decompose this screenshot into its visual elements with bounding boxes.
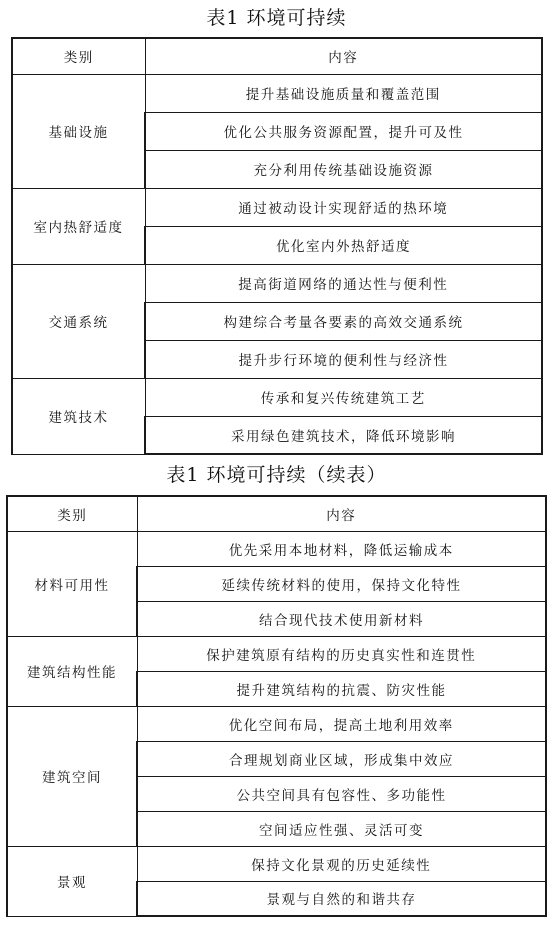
- table-2-caption: 表1 环境可持续（续表）: [166, 464, 387, 486]
- content-cell: 充分利用传统基础设施资源: [145, 150, 542, 188]
- category-cell: 建筑技术: [12, 378, 145, 454]
- table-row: [7, 636, 546, 671]
- content-cell: 优化室内外热舒适度: [145, 226, 542, 264]
- table-row: [7, 846, 546, 881]
- category-cell: 建筑结构性能: [7, 636, 137, 706]
- content-cell: 提升步行环境的便利性与经济性: [145, 340, 542, 378]
- category-cell: 交通系统: [12, 264, 145, 378]
- table-1: [11, 37, 543, 455]
- table-1-caption: 表1 环境可持续: [206, 7, 347, 29]
- content-cell: 提升建筑结构的抗震、防灾性能: [137, 671, 546, 706]
- header-category: 类别: [7, 496, 137, 531]
- category-cell: 基础设施: [12, 74, 145, 188]
- category-cell: 建筑空间: [7, 706, 137, 846]
- table-row: [12, 74, 542, 112]
- table-2: [6, 495, 547, 917]
- content-cell: 公共空间具有包容性、多功能性: [137, 776, 546, 811]
- header-content: 内容: [137, 496, 546, 531]
- table-row: [12, 188, 542, 226]
- content-cell: 结合现代技术使用新材料: [137, 601, 546, 636]
- content-cell: 合理规划商业区域，形成集中效应: [137, 741, 546, 776]
- content-cell: 优先采用本地材料，降低运输成本: [137, 531, 546, 566]
- content-cell: 优化公共服务资源配置，提升可及性: [145, 112, 542, 150]
- table-row: [7, 706, 546, 741]
- content-cell: 提升基础设施质量和覆盖范围: [145, 74, 542, 112]
- content-cell: 延续传统材料的使用，保持文化特性: [137, 566, 546, 601]
- category-cell: 室内热舒适度: [12, 188, 145, 264]
- content-cell: 保护建筑原有结构的历史真实性和连贯性: [137, 636, 546, 671]
- category-cell: 材料可用性: [7, 531, 137, 636]
- content-cell: 提高街道网络的通达性与便利性: [145, 264, 542, 302]
- table-header-row: [12, 38, 542, 74]
- table-row: [12, 378, 542, 416]
- header-content: 内容: [145, 38, 542, 74]
- table-row: [12, 264, 542, 302]
- table-row: [7, 531, 546, 566]
- content-cell: 构建综合考量各要素的高效交通系统: [145, 302, 542, 340]
- content-cell: 优化空间布局，提高土地利用效率: [137, 706, 546, 741]
- content-cell: 传承和复兴传统建筑工艺: [145, 378, 542, 416]
- category-cell: 景观: [7, 846, 137, 916]
- header-category: 类别: [12, 38, 145, 74]
- content-cell: 采用绿色建筑技术，降低环境影响: [145, 416, 542, 454]
- content-cell: 空间适应性强、灵活可变: [137, 811, 546, 846]
- content-cell: 景观与自然的和谐共存: [137, 881, 546, 916]
- content-cell: 保持文化景观的历史延续性: [137, 846, 546, 881]
- content-cell: 通过被动设计实现舒适的热环境: [145, 188, 542, 226]
- table-header-row: [7, 496, 546, 531]
